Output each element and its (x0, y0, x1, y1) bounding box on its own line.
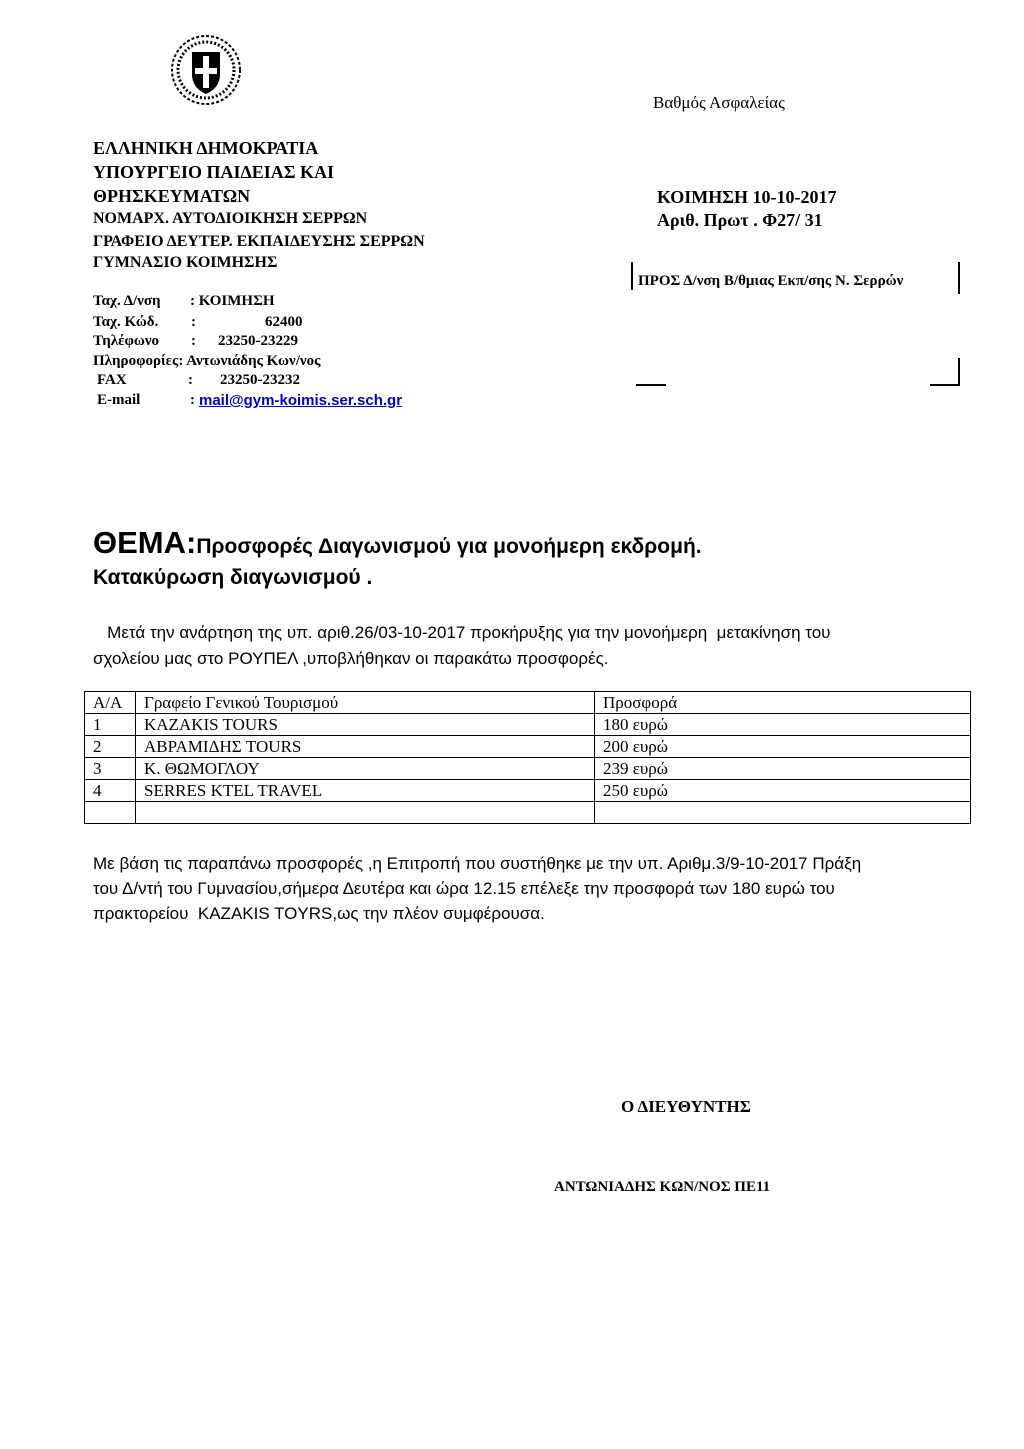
row-offer (595, 802, 971, 824)
header-aa: Α/Α (85, 692, 136, 714)
intro-line-2: σχολείου μας στο ΡΟΥΠΕΛ ,υποβλήθηκαν οι παρακάτω προσφορές. (93, 649, 609, 668)
place-date: ΚΟΙΜΗΣΗ 10-10-2017 (657, 187, 837, 207)
postcode-value: 62400 (265, 314, 303, 330)
row-agency: ΑΒΡΑΜΙΔΗΣ TOURS (136, 736, 595, 758)
decision-line-3: πρακτορείου KAZAKIS TOYRS,ως την πλέον συμφέρουσα. (93, 904, 545, 923)
email-label: E-mail (97, 392, 141, 408)
org-line-6: ΓΥΜΝΑΣΙΟ ΚΟΙΜΗΣΗΣ (93, 254, 278, 271)
protocol-number: Αριθ. Πρωτ . Φ27/ 31 (657, 210, 823, 230)
row-offer: 200 ευρώ (595, 736, 971, 758)
postcode-colon: : (191, 314, 196, 330)
greek-emblem-icon (170, 34, 242, 106)
row-offer: 180 ευρώ (595, 714, 971, 736)
intro-line-1: Μετά την ανάρτηση της υπ. αριθ.26/03-10-2017 προκήρυξης για την μονοήμερη μετακίνηση του (93, 623, 831, 642)
subject-text: Προσφορές Διαγωνισμού για μονοήμερη εκδρομή. (196, 535, 702, 558)
header-agency: Γραφείο Γενικού Τουρισμού (136, 692, 595, 714)
fax-value: 23250-23232 (220, 372, 300, 388)
table-row (85, 714, 971, 736)
row-offer: 239 ευρώ (595, 758, 971, 780)
fax-colon: : (188, 372, 193, 388)
recipient-box-corner-br-h (930, 384, 960, 386)
table-row (85, 758, 971, 780)
row-agency: SERRES KTEL TRAVEL (136, 780, 595, 802)
org-line-4: ΝΟΜΑΡΧ. ΑΥΤΟΔΙΟΙΚΗΣΗ ΣΕΡΡΩΝ (93, 210, 368, 227)
row-offer: 250 ευρώ (595, 780, 971, 802)
phone-value: 23250-23229 (218, 333, 298, 349)
signature-title: Ο ΔΙΕΥΘΥΝΤΗΣ (621, 1097, 751, 1116)
org-line-5: ΓΡΑΦΕΙΟ ΔΕΥΤΕΡ. ΕΚΠΑΙΔΕΥΣΗΣ ΣΕΡΡΩΝ (93, 233, 425, 250)
fax-label: FAX (97, 372, 127, 388)
subject-line-2: Κατακύρωση διαγωνισμού . (93, 566, 373, 589)
row-number (85, 802, 136, 824)
row-agency: KAZAKIS TOURS (136, 714, 595, 736)
recipient: ΠΡΟΣ Δ/νση Β/θμιας Εκπ/σης Ν. Σερρών (638, 273, 904, 289)
offers-table (84, 691, 971, 824)
header-offer: Προσφορά (595, 692, 971, 714)
recipient-box-corner-tr (958, 262, 960, 294)
email-link[interactable]: mail@gym-koimis.ser.sch.gr (199, 392, 403, 409)
table-row (85, 780, 971, 802)
recipient-box-corner-tl (631, 262, 633, 290)
info-line: Πληροφορίες: Αντωνιάδης Κων/νος (93, 353, 321, 369)
decision-line-2: του Δ/ντή του Γυμνασίου,σήμερα Δευτέρα και ώρα 12.15 επέλεξε την προσφορά των 180 ευρώ του (93, 879, 835, 898)
org-line-3: ΘΡΗΣΚΕΥΜΑΤΩΝ (93, 186, 251, 206)
address-value: : ΚΟΙΜΗΣΗ (190, 293, 275, 309)
subject-label: ΘΕΜΑ: (93, 525, 197, 560)
address-label: Ταχ. Δ/νση (93, 293, 161, 309)
postcode-label: Ταχ. Κώδ. (93, 314, 159, 330)
table-header-row (85, 692, 971, 714)
phone-label: Τηλέφωνο (93, 333, 160, 349)
org-line-1: ΕΛΛΗΝΙΚΗ ΔΗΜΟΚΡΑΤΙΑ (93, 138, 319, 158)
email-colon: : (190, 392, 195, 408)
signature-name: ΑΝΤΩΝΙΑΔΗΣ ΚΩΝ/ΝΟΣ ΠΕ11 (554, 1179, 771, 1195)
row-number: 4 (85, 780, 136, 802)
org-line-2: ΥΠΟΥΡΓΕΙΟ ΠΑΙΔΕΙΑΣ ΚΑΙ (93, 162, 335, 182)
table-row-empty (85, 802, 971, 824)
security-level: Βαθμός Ασφαλείας (653, 93, 785, 112)
row-number: 2 (85, 736, 136, 758)
recipient-box-corner-br-v (958, 358, 960, 386)
table-row (85, 736, 971, 758)
recipient-box-corner-bl (636, 384, 666, 386)
subject-line (93, 525, 702, 561)
phone-colon: : (191, 333, 196, 349)
row-agency (136, 802, 595, 824)
row-number: 1 (85, 714, 136, 736)
row-number: 3 (85, 758, 136, 780)
decision-line-1: Με βάση τις παραπάνω προσφορές ,η Επιτροπή που συστήθηκε με την υπ. Αριθμ.3/9-10-2017 Πράξη (93, 854, 862, 873)
row-agency: Κ. ΘΩΜΟΓΛΟΥ (136, 758, 595, 780)
